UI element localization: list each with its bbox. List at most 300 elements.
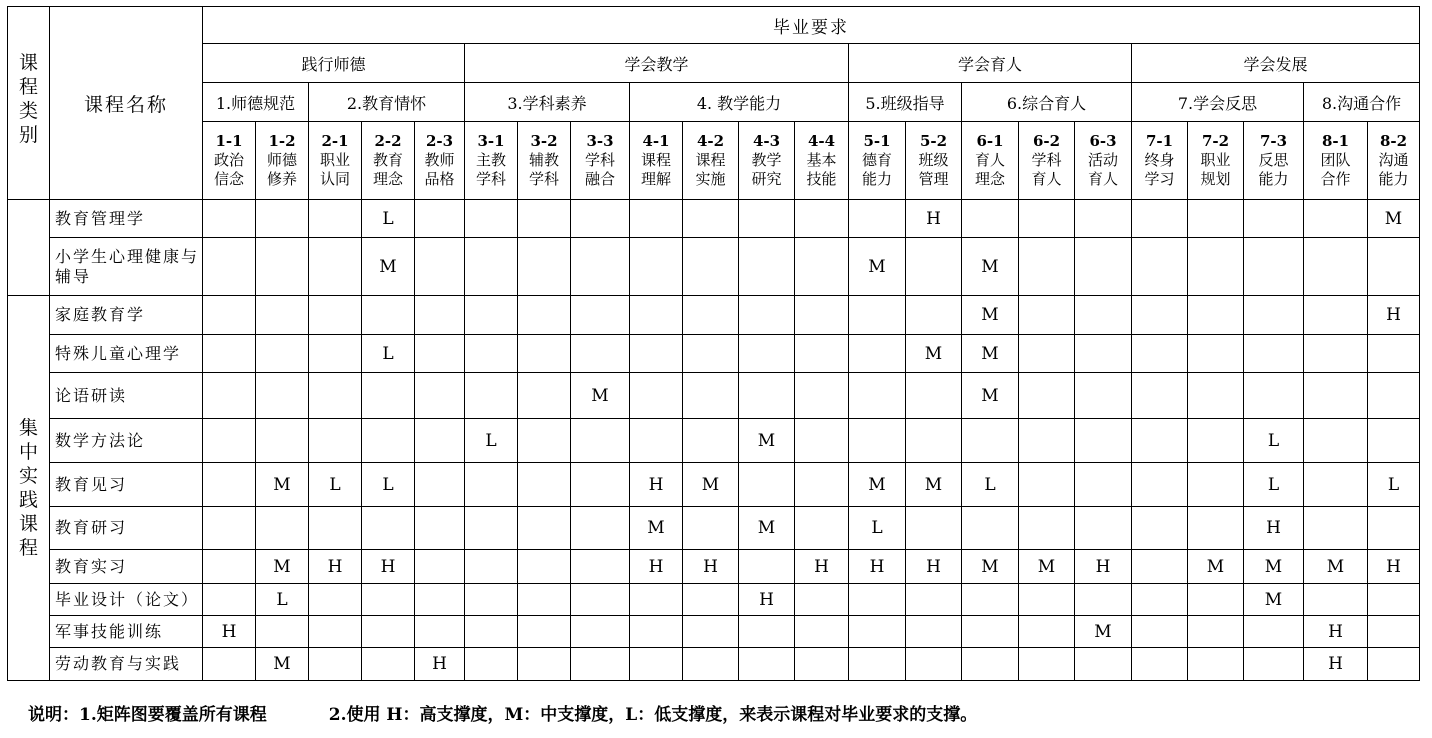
- support-level-cell: H: [1368, 296, 1420, 335]
- support-level-cell: [415, 507, 465, 550]
- sub-requirement-label: 能力: [1258, 170, 1289, 188]
- support-level-cell: [571, 200, 630, 238]
- sub-requirement-label: 德育: [861, 151, 892, 169]
- support-level-cell: [1188, 373, 1244, 419]
- sub-requirement-header: [739, 122, 795, 200]
- support-level-cell: [1132, 238, 1188, 296]
- support-level-cell: [906, 419, 962, 463]
- group-header: 学会教学: [465, 44, 849, 83]
- sub-requirement-header: [1188, 122, 1244, 200]
- support-level-cell: [571, 648, 630, 681]
- support-level-cell: [962, 648, 1019, 681]
- support-level-cell: [1244, 648, 1304, 681]
- sub-requirement-code: 7-2: [1201, 132, 1230, 150]
- requirement-header: 7.学会反思: [1132, 83, 1304, 122]
- support-level-cell: [795, 616, 849, 648]
- support-level-cell: [962, 419, 1019, 463]
- support-level-cell: [1075, 238, 1132, 296]
- support-level-cell: [256, 296, 309, 335]
- support-level-cell: [1132, 616, 1188, 648]
- support-level-cell: M: [1244, 550, 1304, 584]
- sub-requirement-code: 2-3: [425, 132, 454, 150]
- support-level-cell: [256, 200, 309, 238]
- sub-requirement-header: [630, 122, 683, 200]
- sub-requirement-code: 3-2: [530, 132, 558, 150]
- support-level-cell: [1075, 296, 1132, 335]
- support-level-cell: L: [465, 419, 518, 463]
- support-level-cell: [739, 238, 795, 296]
- support-level-cell: [795, 463, 849, 507]
- support-level-cell: [1075, 373, 1132, 419]
- support-level-cell: [1188, 200, 1244, 238]
- sub-requirement-header: [1019, 122, 1075, 200]
- sub-requirement-label: 教育: [372, 151, 403, 169]
- support-level-cell: [630, 584, 683, 616]
- sub-requirement-label: 学科: [528, 170, 559, 188]
- support-level-cell: [1188, 616, 1244, 648]
- support-level-cell: [571, 463, 630, 507]
- sub-requirement-label: 信念: [213, 170, 244, 188]
- support-level-cell: L: [1244, 463, 1304, 507]
- sub-requirement-header: [203, 122, 256, 200]
- requirement-header: 4. 教学能力: [630, 83, 849, 122]
- support-level-cell: H: [683, 550, 739, 584]
- support-level-cell: M: [1304, 550, 1368, 584]
- support-level-cell: [630, 373, 683, 419]
- support-level-cell: H: [739, 584, 795, 616]
- support-level-cell: [465, 238, 518, 296]
- support-level-cell: L: [962, 463, 1019, 507]
- support-level-cell: [1019, 200, 1075, 238]
- support-level-cell: [256, 238, 309, 296]
- support-level-cell: [1188, 584, 1244, 616]
- sub-requirement-label: 研究: [751, 170, 782, 188]
- support-level-cell: H: [362, 550, 415, 584]
- support-level-cell: [362, 616, 415, 648]
- support-level-cell: [571, 507, 630, 550]
- support-level-cell: [1019, 463, 1075, 507]
- support-level-cell: [739, 550, 795, 584]
- support-level-cell: [203, 648, 256, 681]
- support-level-cell: [849, 335, 906, 373]
- support-level-cell: [571, 238, 630, 296]
- requirement-header: 2.教育情怀: [309, 83, 465, 122]
- support-level-cell: L: [849, 507, 906, 550]
- sub-requirement-label: 育人: [1031, 170, 1062, 188]
- support-level-cell: [906, 584, 962, 616]
- table-row: [8, 373, 1420, 419]
- sub-requirement-header: [962, 122, 1019, 200]
- support-level-cell: [1132, 507, 1188, 550]
- support-level-cell: [962, 616, 1019, 648]
- sub-requirement-code: 6-1: [976, 132, 1004, 150]
- course-name: 教育见习: [50, 463, 203, 507]
- support-matrix-table: [7, 6, 1420, 681]
- course-name: 小学生心理健康与辅导: [50, 238, 203, 296]
- support-level-cell: [1368, 238, 1420, 296]
- support-level-cell: M: [906, 335, 962, 373]
- table-row: [8, 507, 1420, 550]
- sub-requirement-label: 认同: [319, 170, 350, 188]
- sub-requirement-code: 8-2: [1379, 132, 1408, 150]
- support-level-cell: [256, 419, 309, 463]
- support-level-cell: [518, 550, 571, 584]
- support-level-cell: [1304, 335, 1368, 373]
- category-header-label: 课 程 类 别: [18, 52, 38, 146]
- sub-requirement-header: [683, 122, 739, 200]
- support-level-cell: [465, 584, 518, 616]
- sub-requirement-code: 1-2: [268, 132, 296, 150]
- support-level-cell: [1132, 200, 1188, 238]
- support-level-cell: M: [739, 507, 795, 550]
- support-level-cell: [739, 200, 795, 238]
- support-level-cell: [1188, 463, 1244, 507]
- group-header: 学会育人: [849, 44, 1132, 83]
- support-level-cell: [1075, 335, 1132, 373]
- support-level-cell: [1304, 463, 1368, 507]
- support-level-cell: [518, 419, 571, 463]
- sub-requirement-label: 管理: [918, 170, 949, 188]
- support-level-cell: H: [906, 550, 962, 584]
- support-level-cell: [1019, 238, 1075, 296]
- support-level-cell: [849, 584, 906, 616]
- course-name: 劳动教育与实践: [50, 648, 203, 681]
- course-name: 教育研习: [50, 507, 203, 550]
- support-level-cell: H: [309, 550, 362, 584]
- support-level-cell: [795, 584, 849, 616]
- sub-requirement-code: 4-3: [752, 132, 781, 150]
- support-level-cell: H: [795, 550, 849, 584]
- support-level-cell: [1188, 238, 1244, 296]
- support-level-cell: [906, 616, 962, 648]
- course-name: 论语研读: [50, 373, 203, 419]
- course-name: 军事技能训练: [50, 616, 203, 648]
- sub-requirement-header: [1075, 122, 1132, 200]
- course-name-header: 课程名称: [50, 7, 203, 200]
- support-level-cell: [362, 373, 415, 419]
- sub-requirement-label: 品格: [424, 170, 455, 188]
- sub-requirement-header: [256, 122, 309, 200]
- support-level-cell: [309, 419, 362, 463]
- sub-requirement-code: 2-2: [374, 132, 402, 150]
- support-level-cell: [683, 373, 739, 419]
- support-level-cell: [415, 238, 465, 296]
- support-level-cell: [1132, 584, 1188, 616]
- course-name: 特殊儿童心理学: [50, 335, 203, 373]
- support-level-cell: [362, 296, 415, 335]
- support-level-cell: [1019, 648, 1075, 681]
- support-level-cell: H: [1244, 507, 1304, 550]
- support-level-cell: [571, 584, 630, 616]
- sub-requirement-label: 班级: [918, 151, 949, 169]
- sub-requirement-label: 活动: [1087, 151, 1118, 169]
- support-level-cell: [1132, 648, 1188, 681]
- support-level-cell: [962, 507, 1019, 550]
- sub-requirement-header: [518, 122, 571, 200]
- sub-requirement-label: 理念: [372, 170, 403, 188]
- sub-requirement-label: 育人: [1087, 170, 1118, 188]
- support-level-cell: H: [906, 200, 962, 238]
- support-level-cell: [683, 616, 739, 648]
- support-level-cell: [1188, 296, 1244, 335]
- support-level-cell: [1244, 238, 1304, 296]
- support-level-cell: H: [203, 616, 256, 648]
- category-cell: 集 中 实 践 课 程: [8, 296, 50, 681]
- group-header: 践行师德: [203, 44, 465, 83]
- support-level-cell: [309, 238, 362, 296]
- support-level-cell: [683, 238, 739, 296]
- support-level-cell: [849, 616, 906, 648]
- support-level-cell: [203, 550, 256, 584]
- support-level-cell: L: [309, 463, 362, 507]
- sub-requirement-header: [906, 122, 962, 200]
- requirement-header: 5.班级指导: [849, 83, 962, 122]
- support-level-cell: [739, 335, 795, 373]
- support-level-cell: M: [256, 648, 309, 681]
- note-1: 说明：1.矩阵图要覆盖所有课程: [28, 705, 267, 725]
- table-row: [8, 616, 1420, 648]
- support-level-cell: [256, 507, 309, 550]
- sub-requirement-code: 5-1: [863, 132, 891, 150]
- sub-requirement-label: 职业: [1200, 151, 1231, 169]
- support-level-cell: [1019, 584, 1075, 616]
- sub-requirement-label: 育人: [974, 151, 1005, 169]
- support-level-cell: [465, 335, 518, 373]
- sub-requirement-header: [465, 122, 518, 200]
- sub-requirement-label: 理解: [640, 170, 671, 188]
- support-level-cell: [518, 200, 571, 238]
- course-name: 数学方法论: [50, 419, 203, 463]
- support-level-cell: [415, 584, 465, 616]
- support-level-cell: M: [630, 507, 683, 550]
- support-level-cell: [1304, 373, 1368, 419]
- support-level-cell: [683, 335, 739, 373]
- support-level-cell: [309, 616, 362, 648]
- sub-requirement-label: 学科: [584, 151, 615, 169]
- support-level-cell: H: [1075, 550, 1132, 584]
- support-level-cell: [1368, 507, 1420, 550]
- support-level-cell: [1244, 200, 1304, 238]
- table-row: [8, 200, 1420, 238]
- sub-requirement-header: [795, 122, 849, 200]
- sub-requirement-label: 基本: [806, 151, 837, 169]
- support-level-cell: [571, 335, 630, 373]
- support-level-cell: [906, 296, 962, 335]
- support-level-cell: [683, 200, 739, 238]
- category-header: [8, 7, 50, 200]
- sub-requirement-label: 能力: [1378, 170, 1409, 188]
- support-level-cell: H: [1304, 648, 1368, 681]
- sub-requirement-code: 5-2: [919, 132, 948, 150]
- sub-requirement-code: 6-3: [1089, 132, 1117, 150]
- sub-requirement-label: 教学: [751, 151, 782, 169]
- support-level-cell: [415, 463, 465, 507]
- support-level-cell: [849, 296, 906, 335]
- sub-requirement-label: 辅教: [528, 151, 559, 169]
- sub-requirement-label: 终身: [1144, 151, 1175, 169]
- support-level-cell: [1368, 373, 1420, 419]
- course-name: 毕业设计（论文）: [50, 584, 203, 616]
- support-level-cell: [906, 507, 962, 550]
- support-level-cell: [795, 335, 849, 373]
- support-level-cell: [795, 238, 849, 296]
- support-level-cell: M: [962, 335, 1019, 373]
- support-level-cell: [518, 238, 571, 296]
- course-name: 教育管理学: [50, 200, 203, 238]
- sub-requirement-header: [415, 122, 465, 200]
- sub-requirement-label: 学科: [475, 170, 506, 188]
- support-level-cell: L: [1368, 463, 1420, 507]
- support-level-cell: [630, 648, 683, 681]
- category-cell: [8, 200, 50, 296]
- support-level-cell: M: [906, 463, 962, 507]
- support-level-cell: [739, 616, 795, 648]
- support-level-cell: [630, 238, 683, 296]
- group-header: 学会发展: [1132, 44, 1420, 83]
- sub-requirement-label: 职业: [319, 151, 350, 169]
- support-level-cell: [1188, 648, 1244, 681]
- support-level-cell: [683, 648, 739, 681]
- support-level-cell: [1368, 616, 1420, 648]
- sub-requirement-code: 3-1: [477, 132, 505, 150]
- support-level-cell: [795, 373, 849, 419]
- support-level-cell: [571, 616, 630, 648]
- support-level-cell: [465, 296, 518, 335]
- support-level-cell: [518, 373, 571, 419]
- sub-requirement-header: [309, 122, 362, 200]
- support-level-cell: [309, 296, 362, 335]
- support-level-cell: [518, 584, 571, 616]
- support-level-cell: [1304, 238, 1368, 296]
- sub-requirement-code: 1-1: [215, 132, 243, 150]
- sub-requirement-row: [8, 122, 1420, 200]
- support-level-cell: M: [962, 296, 1019, 335]
- support-level-cell: M: [849, 238, 906, 296]
- table-row: [8, 584, 1420, 616]
- support-level-cell: [1019, 507, 1075, 550]
- support-level-cell: [1132, 296, 1188, 335]
- support-level-cell: [962, 200, 1019, 238]
- support-level-cell: [256, 616, 309, 648]
- support-level-cell: [203, 463, 256, 507]
- support-level-cell: [362, 648, 415, 681]
- support-level-cell: [1075, 584, 1132, 616]
- support-level-cell: [415, 616, 465, 648]
- support-level-cell: H: [630, 550, 683, 584]
- support-level-cell: [1244, 616, 1304, 648]
- support-level-cell: [795, 648, 849, 681]
- support-level-cell: [1368, 648, 1420, 681]
- support-level-cell: [415, 550, 465, 584]
- support-level-cell: [1188, 335, 1244, 373]
- sub-requirement-label: 合作: [1320, 170, 1351, 188]
- support-level-cell: [683, 419, 739, 463]
- sub-requirement-label: 沟通: [1378, 151, 1409, 169]
- sub-requirement-label: 能力: [861, 170, 892, 188]
- sub-requirement-label: 规划: [1200, 170, 1231, 188]
- sub-requirement-label: 教师: [424, 151, 455, 169]
- support-level-cell: [571, 419, 630, 463]
- support-level-cell: [1019, 419, 1075, 463]
- support-level-cell: [362, 584, 415, 616]
- support-level-cell: [362, 419, 415, 463]
- support-level-cell: [465, 373, 518, 419]
- support-level-cell: [362, 507, 415, 550]
- support-level-cell: [309, 507, 362, 550]
- support-level-cell: [465, 648, 518, 681]
- support-level-cell: M: [571, 373, 630, 419]
- support-level-cell: H: [849, 550, 906, 584]
- requirement-header: 8.沟通合作: [1304, 83, 1420, 122]
- support-level-cell: H: [1304, 616, 1368, 648]
- support-level-cell: [203, 238, 256, 296]
- support-level-cell: [795, 419, 849, 463]
- support-level-cell: [203, 200, 256, 238]
- support-level-cell: [906, 648, 962, 681]
- support-level-cell: [518, 296, 571, 335]
- sub-requirement-code: 4-1: [642, 132, 670, 150]
- support-level-cell: [1304, 296, 1368, 335]
- support-level-cell: [256, 373, 309, 419]
- support-level-cell: [683, 507, 739, 550]
- support-level-cell: [849, 648, 906, 681]
- support-level-cell: [309, 584, 362, 616]
- support-level-cell: [1244, 335, 1304, 373]
- support-level-cell: [203, 335, 256, 373]
- sub-requirement-label: 主教: [475, 151, 506, 169]
- requirement-header: 6.综合育人: [962, 83, 1132, 122]
- support-level-cell: M: [962, 550, 1019, 584]
- support-level-cell: [1132, 463, 1188, 507]
- support-level-cell: [739, 373, 795, 419]
- sub-requirement-header: [1368, 122, 1420, 200]
- support-level-cell: [415, 419, 465, 463]
- support-level-cell: L: [362, 335, 415, 373]
- sub-requirement-code: 4-2: [696, 132, 725, 150]
- sub-requirement-label: 融合: [584, 170, 615, 188]
- support-level-cell: [571, 296, 630, 335]
- support-level-cell: [309, 373, 362, 419]
- support-level-cell: L: [362, 463, 415, 507]
- support-level-cell: [1244, 296, 1304, 335]
- support-level-cell: [739, 463, 795, 507]
- support-level-cell: M: [739, 419, 795, 463]
- support-level-cell: [849, 200, 906, 238]
- support-level-cell: [630, 616, 683, 648]
- sub-requirement-label: 技能: [806, 170, 837, 188]
- support-level-cell: H: [415, 648, 465, 681]
- sub-requirement-code: 7-1: [1145, 132, 1174, 150]
- support-level-cell: [1075, 463, 1132, 507]
- table-row: [8, 296, 1420, 335]
- table-row: [8, 463, 1420, 507]
- sub-requirement-label: 修养: [266, 170, 297, 188]
- support-level-cell: [1304, 507, 1368, 550]
- support-level-cell: M: [1019, 550, 1075, 584]
- table-header: [8, 7, 1420, 200]
- support-level-cell: [630, 200, 683, 238]
- sub-requirement-label: 理念: [974, 170, 1005, 188]
- support-level-cell: [1132, 373, 1188, 419]
- support-level-cell: [465, 507, 518, 550]
- support-level-cell: M: [362, 238, 415, 296]
- support-level-cell: [849, 373, 906, 419]
- sub-requirement-label: 师德: [266, 151, 297, 169]
- support-level-cell: [683, 584, 739, 616]
- support-level-cell: [1304, 200, 1368, 238]
- sub-requirement-label: 实施: [695, 170, 726, 188]
- table-row: [8, 419, 1420, 463]
